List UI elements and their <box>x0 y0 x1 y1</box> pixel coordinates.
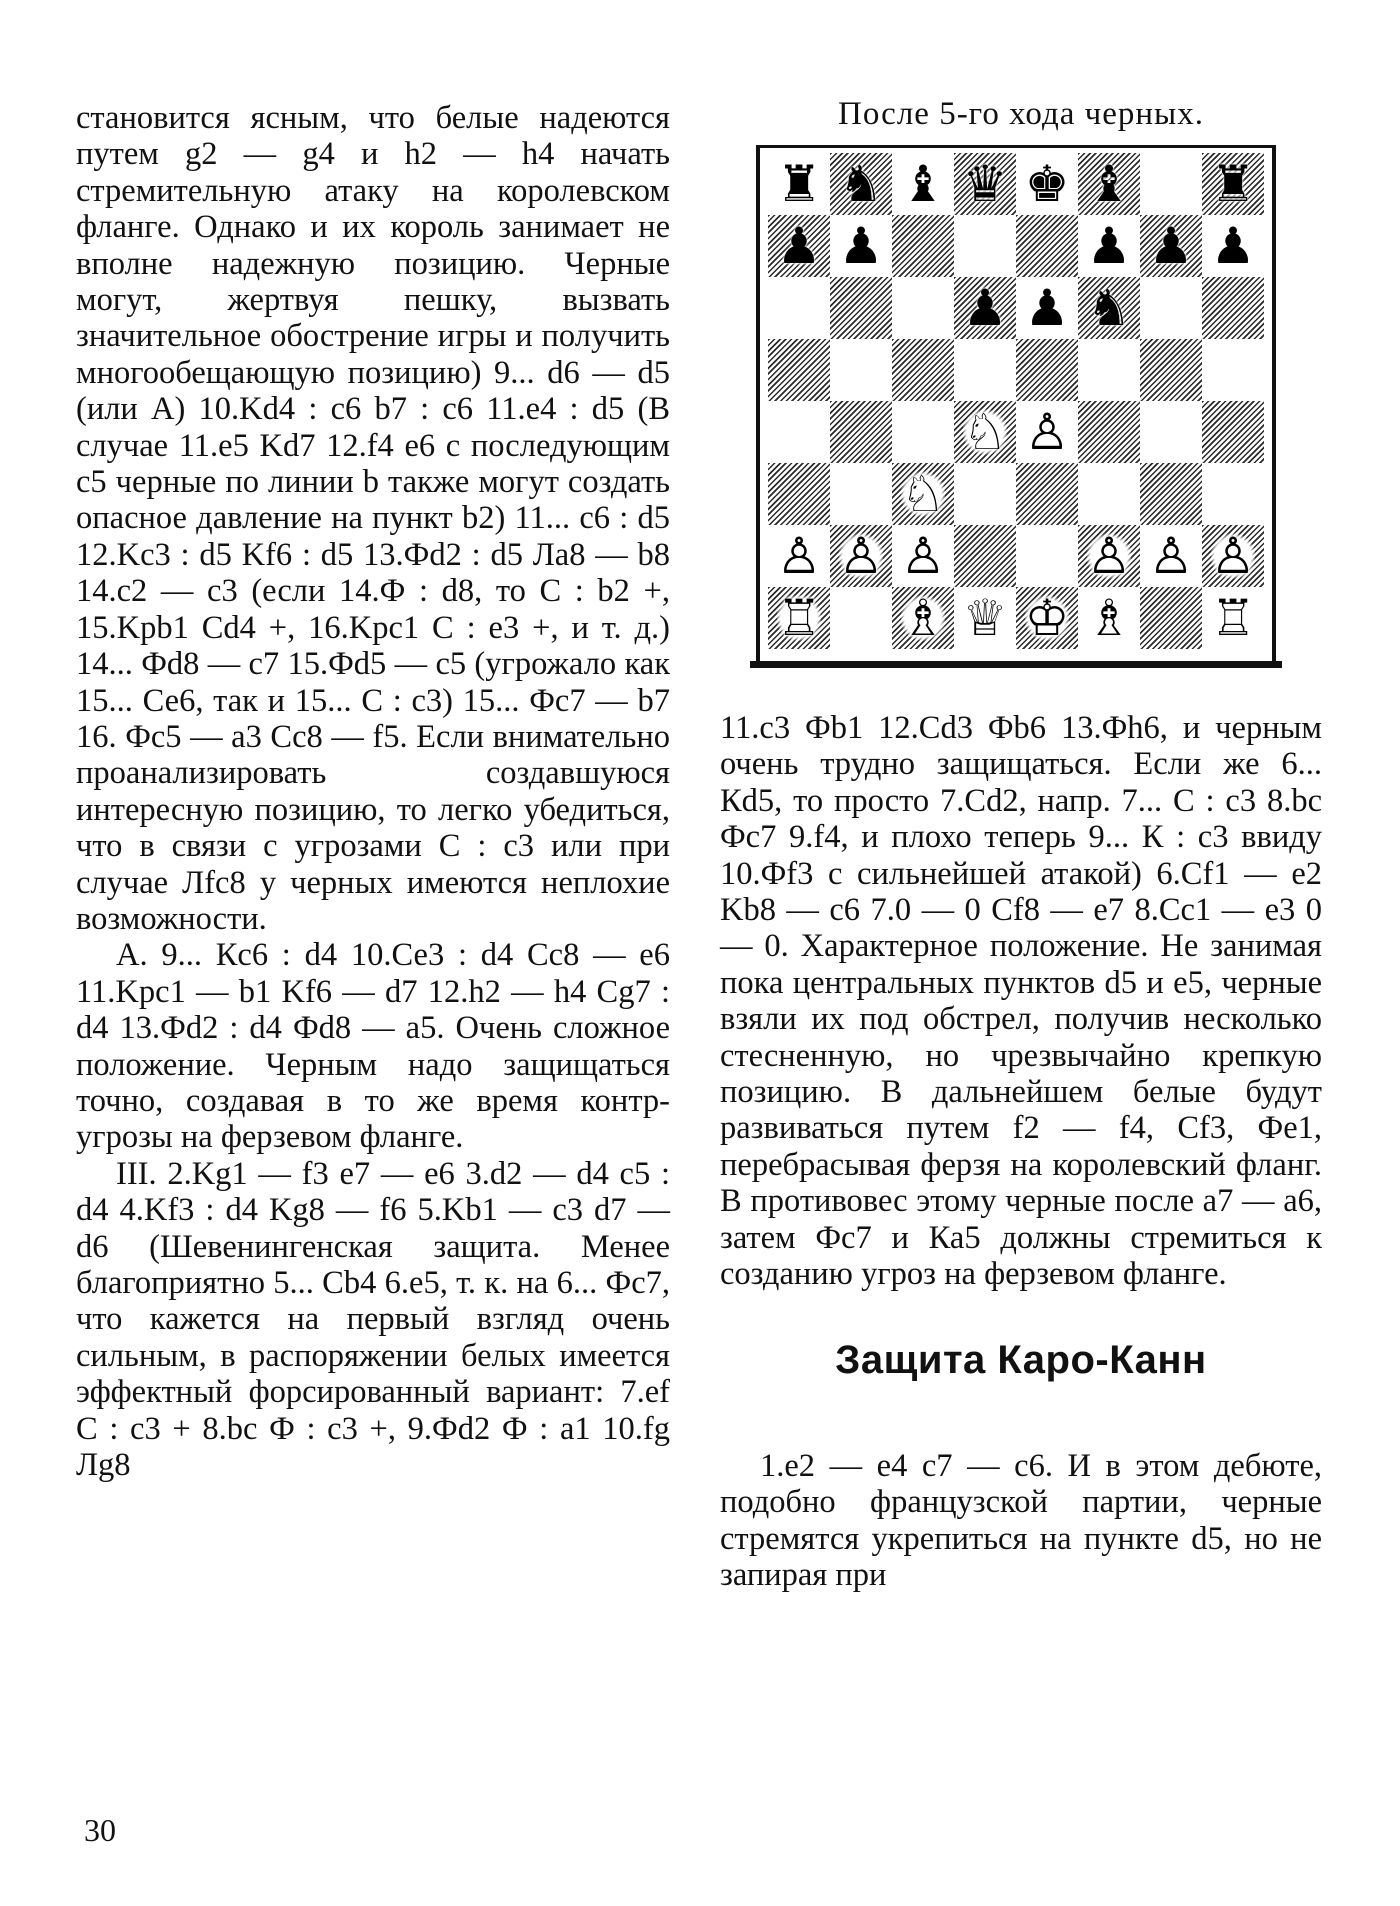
square-f7 <box>1078 215 1140 277</box>
square-c1 <box>892 587 954 649</box>
square-e1 <box>1016 587 1078 649</box>
white-queen-icon: ♕ <box>962 589 1008 647</box>
black-pawn-icon: ♟ <box>1148 217 1194 275</box>
square-b3 <box>830 463 892 525</box>
square-a2 <box>768 525 830 587</box>
white-bishop-icon: ♗ <box>900 589 946 647</box>
white-pawn-icon: ♙ <box>776 527 822 585</box>
square-b4 <box>830 401 892 463</box>
white-bishop-icon: ♗ <box>1086 589 1132 647</box>
black-pawn-icon: ♟ <box>1086 217 1132 275</box>
square-c2 <box>892 525 954 587</box>
white-pawn-icon: ♙ <box>838 527 884 585</box>
section-heading: Защита Каро-Канн <box>835 1338 1207 1382</box>
paragraph: становится ясным, что белые надеются путем g2 — g4 и h2 — h4 начать стремительную атаку на королевском фланге. Однако и их король занимает не вполне надежную позицию. Черные могут, жертвуя пешку, вызвать значительное обострение игры и получить многообещающую позицию) 9... d6 — d5 (или А) 10.Kd4 : c6 b7 : c6 11.e4 : d5 (В случае 11.e5 Kd7 12.f4 e6 с последующим c5 черные по линии b также могут создать опасное давление на пункт b2) 11... c6 : d5 12.Kc3 : d5 Kf6 : d5 13.Фd2 : d5 Лa8 — b8 14.c2 — c3 (если 14.Ф : d8, то С : b2 +, 15.Kpb1 Cd4 +, 16.Kpc1 С : e3 +, и т. д.) 14... Фd8 — c7 15.Фd5 — c5 (угрожало как 15... Се6, так и 15... С : c3) 15... Фc7 — b7 16. Фc5 — a3 Cc8 — f5. Если внимательно проанализировать создавшуюся интересную позицию, то легко убедиться, что в связи с угрозами С : c3 или при случае Лfc8 у черных имеются неплохие возможности. <box>76 100 670 937</box>
square-e5 <box>1016 339 1078 401</box>
square-e3 <box>1016 463 1078 525</box>
white-knight-icon: ♘ <box>962 403 1008 461</box>
square-g7 <box>1140 215 1202 277</box>
black-bishop-icon: ♝ <box>1086 155 1132 213</box>
square-a5 <box>768 339 830 401</box>
square-h3 <box>1202 463 1264 525</box>
black-rook-icon: ♜ <box>776 155 822 213</box>
black-pawn-icon: ♟ <box>1210 217 1256 275</box>
square-e6 <box>1016 277 1078 339</box>
paragraph: 11.c3 Фb1 12.Cd3 Фb6 13.Фh6, и черным очень трудно защищаться. Если же 6... Кd5, то просто 7.Cd2, напр. 7... С : c3 8.bc Фс7 9.f4, и плохо теперь 9... К : c3 ввиду 10.Фf3 с сильнейшей атакой) 6.Cf1 — e2 Kb8 — c6 7.0 — 0 Cf8 — e7 8.Cc1 — e3 0 — 0. Характерное положение. Не занимая пока центральных пунктов d5 и e5, черные взяли их под обстрел, получив несколько стесненную, но чрезвычайно крепкую позицию. В дальнейшем белые будут развиваться путем f2 — f4, Cf3, Фe1, перебрасывая ферзя на королевский фланг. В противовес этому черные после a7 — a6, затем Фc7 и Ка5 должны стремиться к созданию угроз на ферзевом фланге. <box>720 710 1322 1293</box>
square-g4 <box>1140 401 1202 463</box>
square-d8 <box>954 153 1016 215</box>
white-pawn-icon: ♙ <box>1210 527 1256 585</box>
square-c3 <box>892 463 954 525</box>
white-king-icon: ♔ <box>1024 589 1070 647</box>
square-a6 <box>768 277 830 339</box>
square-b2 <box>830 525 892 587</box>
white-knight-icon: ♘ <box>900 465 946 523</box>
square-g5 <box>1140 339 1202 401</box>
square-d3 <box>954 463 1016 525</box>
square-c7 <box>892 215 954 277</box>
square-c5 <box>892 339 954 401</box>
square-g8 <box>1140 153 1202 215</box>
square-d5 <box>954 339 1016 401</box>
square-d2 <box>954 525 1016 587</box>
black-bishop-icon: ♝ <box>900 155 946 213</box>
diagram-caption: После 5-го хода черных. <box>838 96 1204 132</box>
black-knight-icon: ♞ <box>1086 279 1132 337</box>
square-b7 <box>830 215 892 277</box>
square-f6 <box>1078 277 1140 339</box>
white-pawn-icon: ♙ <box>1148 527 1194 585</box>
black-pawn-icon: ♟ <box>776 217 822 275</box>
square-h4 <box>1202 401 1264 463</box>
square-h2 <box>1202 525 1264 587</box>
right-text-column <box>720 710 1322 1293</box>
square-h8 <box>1202 153 1264 215</box>
square-g3 <box>1140 463 1202 525</box>
square-b1 <box>830 587 892 649</box>
paragraph: 1.e2 — e4 c7 — c6. И в этом дебюте, подобно французской партии, черные стремятся укрепиться на пункте d5, но не запирая при <box>720 1448 1322 1594</box>
black-king-icon: ♚ <box>1024 155 1070 213</box>
square-h5 <box>1202 339 1264 401</box>
square-f4 <box>1078 401 1140 463</box>
square-f8 <box>1078 153 1140 215</box>
square-e2 <box>1016 525 1078 587</box>
square-b6 <box>830 277 892 339</box>
square-e4 <box>1016 401 1078 463</box>
paragraph: III. 2.Kg1 — f3 e7 — e6 3.d2 — d4 c5 : d4 4.Kf3 : d4 Kg8 — f6 5.Kb1 — c3 d7 — d6 (Шевенингенская защита. Менее благоприятно 5... Cb4 6.e5, т. к. на 6... Фc7, что кажется на первый взгляд очень сильным, в распоряжении белых имеется эффектный форсированный вариант: 7.ef С : c3 + 8.bc Ф : c3 +, 9.Фd2 Ф : a1 10.fg Лg8 <box>76 1155 670 1484</box>
square-h7 <box>1202 215 1264 277</box>
black-queen-icon: ♛ <box>962 155 1008 213</box>
paragraph: А. 9... Кc6 : d4 10.Се3 : d4 Cc8 — e6 11.Kpc1 — b1 Kf6 — d7 12.h2 — h4 Cg7 : d4 13.Фd2 : d4 Фd8 — a5. Очень сложное положение. Черным надо защищаться точно, создавая в то же время контр-угрозы на ферзевом фланге. <box>76 937 670 1156</box>
square-c8 <box>892 153 954 215</box>
black-rook-icon: ♜ <box>1210 155 1256 213</box>
square-d7 <box>954 215 1016 277</box>
black-pawn-icon: ♟ <box>1024 279 1070 337</box>
chess-diagram <box>756 145 1276 665</box>
board-base <box>750 661 1282 668</box>
square-f3 <box>1078 463 1140 525</box>
square-b8 <box>830 153 892 215</box>
square-g6 <box>1140 277 1202 339</box>
black-pawn-icon: ♟ <box>962 279 1008 337</box>
square-a1 <box>768 587 830 649</box>
white-rook-icon: ♖ <box>1210 589 1256 647</box>
square-d1 <box>954 587 1016 649</box>
chess-board <box>768 153 1264 649</box>
black-pawn-icon: ♟ <box>838 217 884 275</box>
page-number: 30 <box>84 1812 116 1848</box>
square-d6 <box>954 277 1016 339</box>
square-c4 <box>892 401 954 463</box>
square-d4 <box>954 401 1016 463</box>
square-g2 <box>1140 525 1202 587</box>
black-knight-icon: ♞ <box>838 155 884 213</box>
square-e8 <box>1016 153 1078 215</box>
square-e7 <box>1016 215 1078 277</box>
white-pawn-icon: ♙ <box>900 527 946 585</box>
square-f2 <box>1078 525 1140 587</box>
white-rook-icon: ♖ <box>776 589 822 647</box>
square-a7 <box>768 215 830 277</box>
square-h6 <box>1202 277 1264 339</box>
square-g1 <box>1140 587 1202 649</box>
square-a3 <box>768 463 830 525</box>
square-h1 <box>1202 587 1264 649</box>
white-pawn-icon: ♙ <box>1024 403 1070 461</box>
square-b5 <box>830 339 892 401</box>
square-f5 <box>1078 339 1140 401</box>
section-text <box>720 1448 1322 1594</box>
white-pawn-icon: ♙ <box>1086 527 1132 585</box>
square-a8 <box>768 153 830 215</box>
square-c6 <box>892 277 954 339</box>
square-a4 <box>768 401 830 463</box>
left-text-column <box>76 100 670 1483</box>
square-f1 <box>1078 587 1140 649</box>
